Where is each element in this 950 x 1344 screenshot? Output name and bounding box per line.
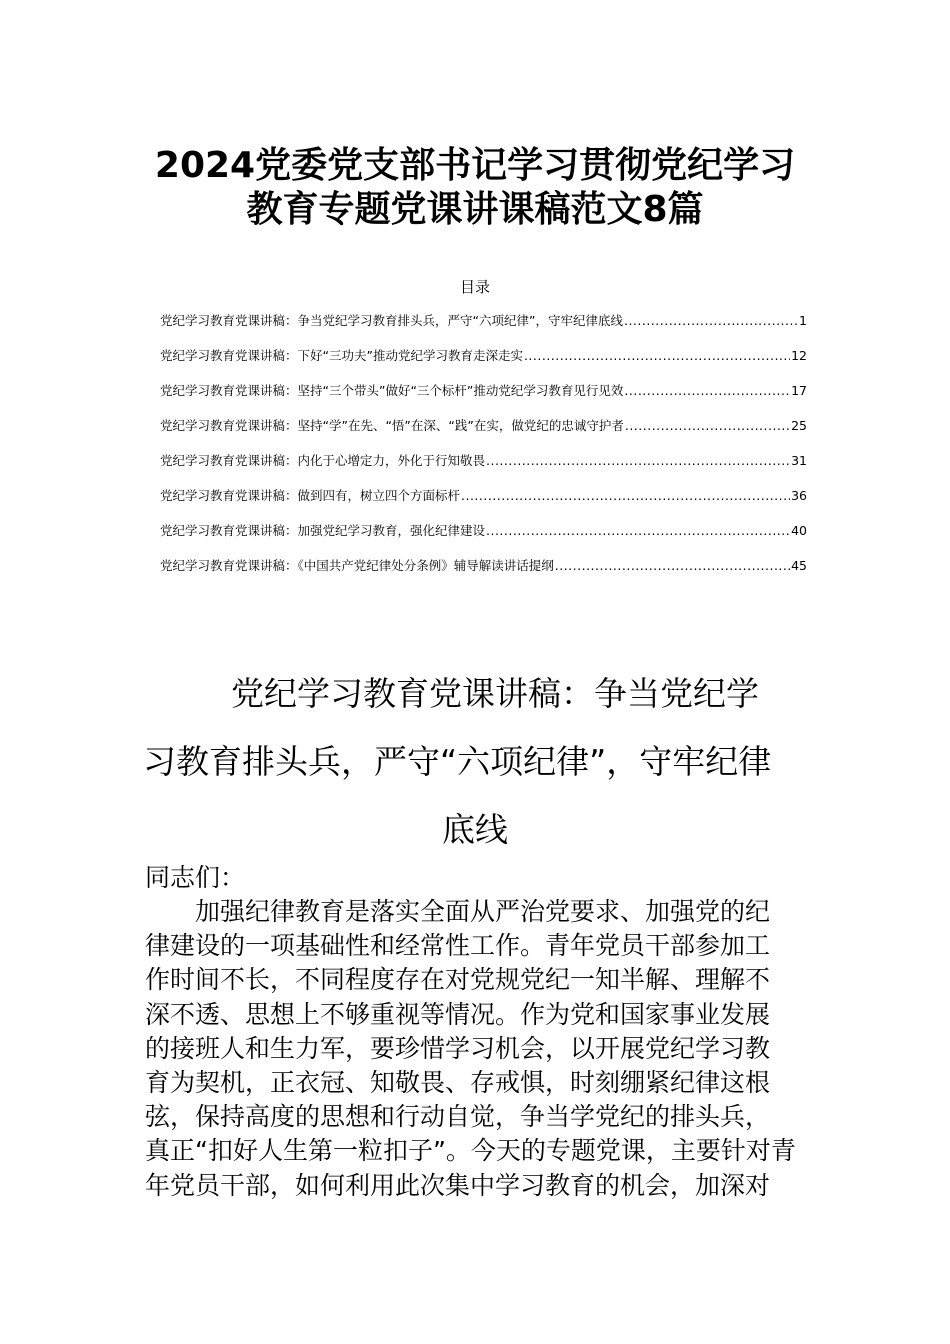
toc-leader-dots — [486, 451, 790, 471]
toc-entry-text: 党纪学习教育党课讲稿：内化于心增定力，外化于行知敬畏 — [160, 453, 486, 468]
toc-leader-dots — [624, 381, 790, 401]
toc-entry[interactable] — [160, 311, 807, 346]
toc-entry[interactable] — [160, 521, 807, 556]
body-line: 真正“扣好人生第一粒扣子”。今天的专题党课，主要针对青 — [145, 1136, 796, 1166]
toc-entry-page: 25 — [791, 418, 807, 433]
body-line: 作时间不长，不同程度存在对党规党纪一知半解、理解不 — [145, 965, 771, 995]
document-title-line-1: 2024党委党支部书记学习贯彻党纪学习 — [154, 145, 796, 186]
toc-heading: 目录 — [459, 278, 490, 296]
body-line: 弦，保持高度的思想和行动自觉，争当学党纪的排头兵， — [145, 1102, 771, 1132]
toc-entry-page: 45 — [791, 558, 807, 573]
toc-entry-text: 党纪学习教育党课讲稿：坚持“三个带头”做好“三个标杆”推动党纪学习教育见行见效 — [160, 383, 624, 398]
toc-entry-page: 1 — [799, 313, 807, 328]
body-line: 年党员干部，如何利用此次集中学习教育的机会，加深对 — [145, 1170, 771, 1200]
section-title-line: 底线 — [442, 810, 508, 849]
toc-leader-dots — [624, 311, 798, 331]
toc-entry-text: 党纪学习教育党课讲稿：下好“三功夫”推动党纪学习教育走深走实 — [160, 348, 523, 363]
toc-entry-page: 17 — [791, 383, 807, 398]
toc-leader-dots — [524, 346, 790, 366]
toc-leader-dots — [486, 521, 790, 541]
body-line: 深不透、思想上不够重视等情况。作为党和国家事业发展 — [145, 999, 771, 1029]
toc-entry-text: 党纪学习教育党课讲稿：争当党纪学习教育排头兵，严守“六项纪律”，守牢纪律底线 — [160, 313, 623, 328]
body-line: 育为契机，正衣冠、知敬畏、存戒惧，时刻绷紧纪律这根 — [145, 1068, 771, 1098]
toc-leader-dots — [461, 486, 790, 506]
toc-entry-page: 40 — [791, 523, 807, 538]
toc-entry[interactable] — [160, 416, 807, 451]
body-line: 的接班人和生力军，要珍惜学习机会，以开展党纪学习教 — [145, 1033, 771, 1063]
section-title-line: 党纪学习教育党课讲稿：争当党纪学 — [231, 674, 759, 713]
body-line: 律建设的一项基础性和经常性工作。青年党员干部参加工 — [145, 931, 771, 961]
toc-entry[interactable] — [160, 346, 807, 381]
toc-entry[interactable] — [160, 451, 807, 486]
body-paragraph — [145, 895, 809, 1203]
toc-entry[interactable] — [160, 486, 807, 521]
toc-leader-dots — [555, 556, 790, 576]
body-line: 加强纪律教育是落实全面从严治党要求、加强党的纪 — [195, 897, 771, 926]
toc-entry-text: 党纪学习教育党课讲稿：做到四有，树立四个方面标杆 — [160, 488, 461, 503]
toc-entry-page: 12 — [791, 348, 807, 363]
toc-entry-page: 36 — [791, 488, 807, 503]
document-title-line-2: 教育专题党课讲课稿范文8篇 — [246, 189, 704, 230]
toc-entry-page: 31 — [791, 453, 807, 468]
toc-entry-text: 党纪学习教育党课讲稿：坚持“学”在先、“悟”在深、“践”在实，做党纪的忠诚守护者 — [160, 418, 624, 433]
section-title-line: 习教育排头兵，严守“六项纪律”，守牢纪律 — [143, 742, 772, 781]
section-title — [143, 660, 807, 864]
table-of-contents — [160, 311, 807, 591]
greeting: 同志们： — [145, 863, 246, 892]
toc-entry[interactable] — [160, 381, 807, 416]
toc-entry[interactable] — [160, 556, 807, 591]
toc-entry-text: 党纪学习教育党课讲稿：加强党纪学习教育，强化纪律建设 — [160, 523, 486, 538]
toc-leader-dots — [625, 416, 790, 436]
toc-entry-text: 党纪学习教育党课讲稿：《中国共产党纪律处分条例》辅导解读讲话提纲 — [160, 558, 554, 573]
